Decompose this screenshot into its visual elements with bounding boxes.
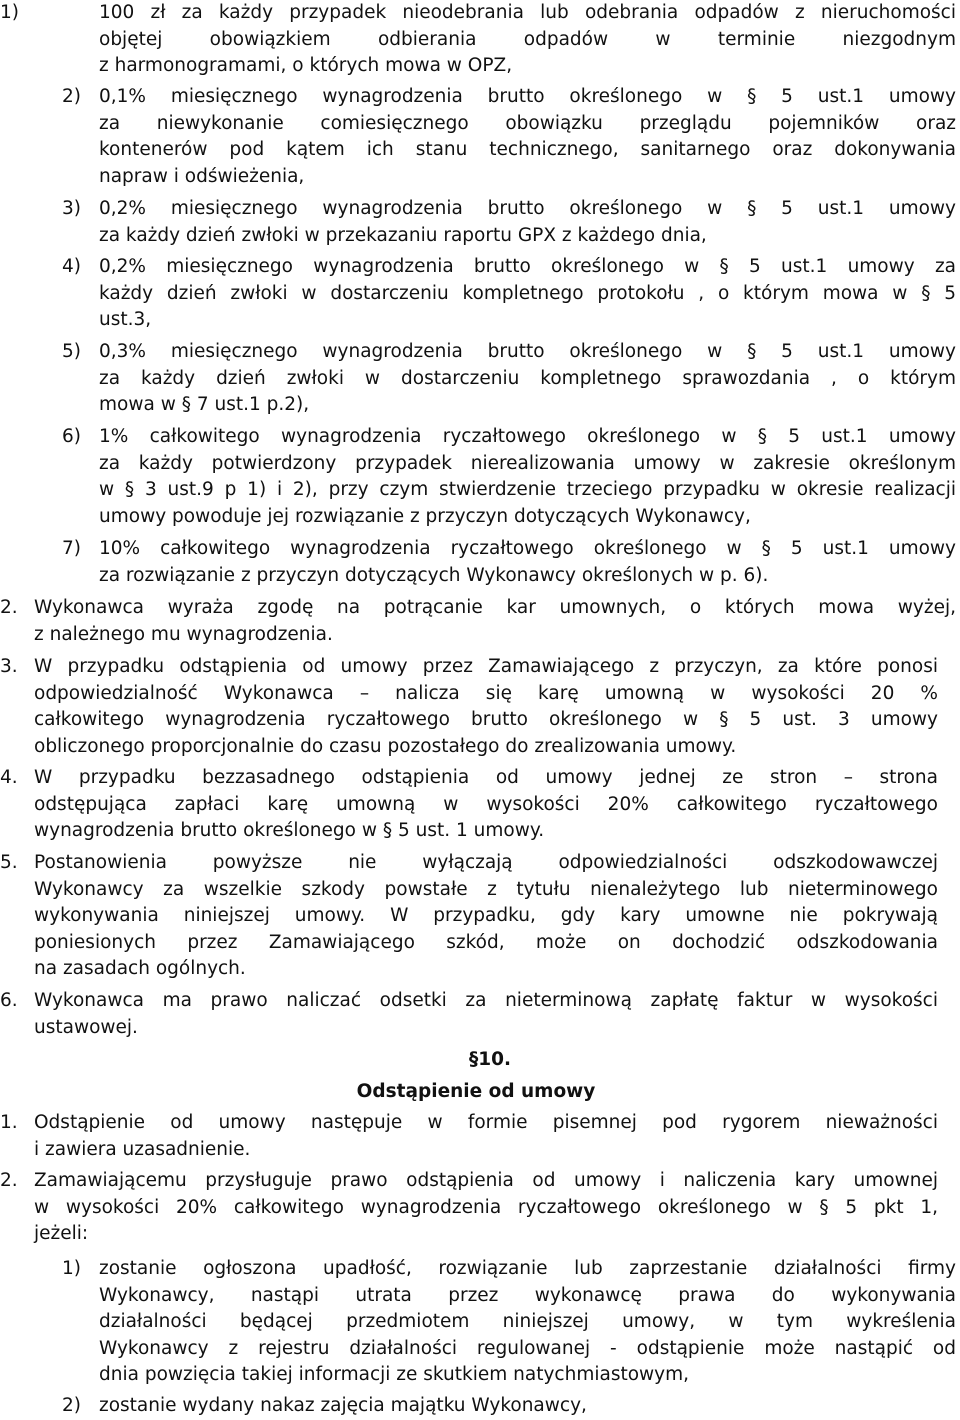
item-line: zostanie ogłoszona upadłość, rozwiązanie lub zaprzestanie działalności firmy (99, 1258, 956, 1279)
item-line: umowy powoduje jej rozwiązanie z przyczyn dotyczących Wykonawcy, (99, 505, 751, 527)
point-line: Odstąpienie od umowy następuje w formie pisemnej pod rygorem nieważności (34, 1112, 938, 1133)
item-line: mowa w § 7 ust.1 p.2), (99, 394, 310, 415)
item-line: każdy dzień zwłoki w dostarczeniu kompletnego protokołu , o którym mowa w § 5 (99, 282, 956, 304)
item-number: 4) (62, 256, 81, 277)
item-number: 5) (62, 341, 81, 362)
item-line: 0,2% miesięcznego wynagrodzenia brutto określonego w § 5 ust.1 umowy za (99, 256, 956, 277)
item-line: 0,2% miesięcznego wynagrodzenia brutto określonego w § 5 ust.1 umowy (99, 198, 956, 219)
item-line: w § 3 ust.9 p 1) i 2), przy czym stwierdzenie trzeciego przypadku w okresie realizacji (99, 479, 956, 500)
point-line: odstępująca zapłaci karę umowną w wysokości 20% całkowitego ryczałtowego (34, 793, 938, 815)
item-line: Wykonawcy, nastąpi utrata przez wykonawcę prawa do wykonywania (99, 1284, 956, 1306)
point-number: 6. (0, 990, 18, 1011)
point-number: 3. (0, 656, 18, 677)
item-line: kontenerów pod kątem ich stanu technicznego, sanitarnego oraz dokonywania (99, 139, 956, 160)
item-line: objętej obowiązkiem odbierania odpadów w terminie niezgodnym (99, 28, 956, 50)
item-line: napraw i odświeżenia, (99, 165, 305, 187)
section-number: §10. (468, 1049, 512, 1070)
point-line: Postanowienia powyższe nie wyłączają odpowiedzialności odszkodowawczej (34, 852, 938, 873)
point-line: Wykonawcy za wszelkie szkody powstałe z tytułu nienależytego lub nieterminowego (34, 878, 938, 900)
item-line: za rozwiązanie z przyczyn dotyczących Wykonawcy określonych w p. 6). (99, 564, 769, 586)
item-line: 0,1% miesięcznego wynagrodzenia brutto określonego w § 5 ust.1 umowy (99, 86, 956, 107)
point-line: wynagrodzenia brutto określonego w § 5 ust. 1 umowy. (34, 820, 545, 841)
point-line: obliczonego proporcjonalnie do czasu pozostałego do zrealizowania umowy. (34, 735, 737, 757)
item-line: 10% całkowitego wynagrodzenia ryczałtowego określonego w § 5 ust.1 umowy (99, 538, 956, 559)
point-number: 1. (0, 1112, 18, 1133)
item-line: 1% całkowitego wynagrodzenia ryczałtowego określonego w § 5 ust.1 umowy (99, 426, 956, 447)
point-line: z należnego mu wynagrodzenia. (34, 623, 333, 645)
item-line: za każdy dzień zwłoki w dostarczeniu kompletnego sprawozdania , o którym (99, 367, 956, 389)
item-line: Wykonawcy z rejestru działalności regulowanej - odstąpienie może nastąpić od (99, 1337, 956, 1359)
item-line: zostanie wydany nakaz zajęcia majątku Wykonawcy, (99, 1395, 587, 1416)
point-line: ustawowej. (34, 1016, 138, 1038)
item-number: 6) (62, 426, 81, 447)
item-number: 3) (62, 198, 81, 219)
point-line: Wykonawca ma prawo naliczać odsetki za nieterminową zapłatę faktur w wysokości (34, 990, 938, 1011)
point-number: 4. (0, 767, 18, 788)
item-number: 7) (62, 538, 81, 559)
section-title: Odstąpienie od umowy (356, 1081, 596, 1102)
item-number: 1) (0, 2, 19, 23)
item-line: 0,3% miesięcznego wynagrodzenia brutto określonego w § 5 ust.1 umowy (99, 341, 956, 362)
point-line: jeżeli: (34, 1223, 89, 1244)
point-line: i zawiera uzasadnienie. (34, 1138, 251, 1160)
item-line: ust.3, (99, 309, 152, 330)
item-line: działalności będącej przedmiotem niniejszej umowy, w tym wykreślenia (99, 1311, 956, 1332)
item-line: za każdy potwierdzony przypadek nierealizowania umowy w zakresie określonym (99, 452, 956, 474)
item-line: za każdy dzień zwłoki w przekazaniu raportu GPX z każdego dnia, (99, 224, 707, 246)
point-number: 2. (0, 597, 18, 618)
point-line: poniesionych przez Zamawiającego szkód, może on dochodzić odszkodowania (34, 931, 938, 953)
point-number: 5. (0, 852, 18, 873)
point-line: wykonywania niniejszej umowy. W przypadku, gdy kary umowne nie pokrywają (34, 905, 938, 926)
point-line: na zasadach ogólnych. (34, 958, 246, 979)
item-number: 2) (62, 86, 81, 107)
point-line: Zamawiającemu przysługuje prawo odstąpienia od umowy i naliczenia kary umownej (34, 1170, 938, 1191)
point-line: całkowitego wynagrodzenia ryczałtowego brutto określonego w § 5 ust. 3 umowy (34, 709, 938, 730)
point-line: Wykonawca wyraża zgodę na potrącanie kar umownych, o których mowa wyżej, (34, 597, 956, 618)
item-number: 1) (62, 1258, 81, 1279)
point-line: W przypadku odstąpienia od umowy przez Zamawiającego z przyczyn, za które ponosi (34, 656, 938, 677)
point-line: w wysokości 20% całkowitego wynagrodzenia ryczałtowego określonego w § 5 pkt 1, (34, 1196, 938, 1218)
item-line: za niewykonanie comiesięcznego obowiązku przeglądu pojemników oraz (99, 112, 956, 134)
item-line: dnia powzięcia takiej informacji ze skutkiem natychmiastowym, (99, 1364, 690, 1385)
item-line: z harmonogramami, o których mowa w OPZ, (99, 55, 513, 76)
point-line: W przypadku bezzasadnego odstąpienia od umowy jednej ze stron – strona (34, 767, 938, 788)
item-number: 2) (62, 1395, 81, 1416)
point-number: 2. (0, 1170, 18, 1191)
point-line: odpowiedzialność Wykonawca – nalicza się karę umowną w wysokości 20 % (34, 682, 938, 704)
item-line: 100 zł za każdy przypadek nieodebrania lub odebrania odpadów z nieruchomości (99, 2, 956, 23)
